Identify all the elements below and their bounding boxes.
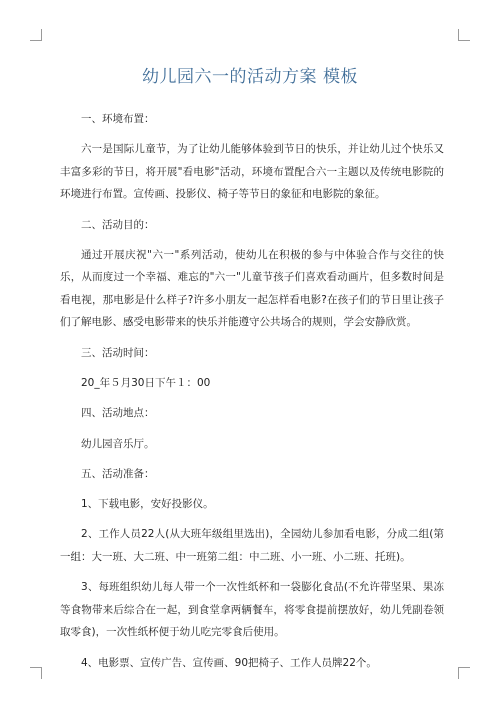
paragraph-environment: 六一是国际儿童节，为了让幼儿能够体验到节日的快乐，并让幼儿过个快乐又丰富多彩的节日，将开展"看电影"活动，环境布置配合六一主题以及传统电影院的环境进行布置。宣传画、投影仪、椅子等节日的象征和电影院的象征。 [60,143,444,201]
section-heading-environment: 一、环境布置： [81,113,155,125]
crop-mark-bottom-right-h [458,667,470,668]
section-heading-preparation: 五、活动准备： [81,467,155,480]
list-item-prep-1: 1、下载电影，安好投影仪。 [81,498,214,511]
crop-mark-top-left-v [41,29,42,41]
crop-mark-top-right-h [458,40,470,41]
list-item-prep-3: 3、每班组织幼儿每人带一个一次性纸杯和一袋膨化食品(不允许带坚果、果冻等食物带来后综合在一起，到食堂拿两辆餐车，将零食提前摆放好，幼儿凭副卷领取零食)，一次性纸杯便于幼儿吃完零食后使用。 [60,581,444,639]
section-heading-purpose: 二、活动目的： [81,218,155,231]
document-title: 幼儿园六一的活动方案 模板 [142,67,358,87]
section-heading-time: 三、活动时间： [81,346,155,359]
document-body [60,108,444,682]
crop-mark-bottom-left-v [41,667,42,679]
crop-mark-bottom-right-v [458,667,459,679]
crop-mark-top-right-v [458,29,459,41]
list-item-prep-2: 2、工作人员22人(从大班年级组里选出)，全园幼儿参加看电影，分成二组(第一组：大一班、大二班、中一班第二组：中二班、小一班、小二班、托班)。 [60,528,444,563]
section-heading-location: 四、活动地点： [81,407,155,420]
paragraph-location: 幼儿园音乐厅。 [81,437,155,450]
paragraph-purpose: 通过开展庆祝"六一"系列活动，使幼儿在积极的参与中体验合作与交往的快乐，从而度过一个幸福、难忘的"六一"儿童节孩子们喜欢看动画片，但多数时间是看电视，那电影是什么样子?许多小朋友一起怎样看电影?在孩子们的节日里让孩子们了解电影、感受电影带来的快乐并能遵守公共场合的规则，学会安静欣赏。 [60,248,444,329]
list-item-prep-4: 4、电影票、宣传广告、宣传画、90把椅子、工作人员牌22个。 [81,656,377,669]
paragraph-time: 20_年５月30日下午１：00 [81,376,211,389]
